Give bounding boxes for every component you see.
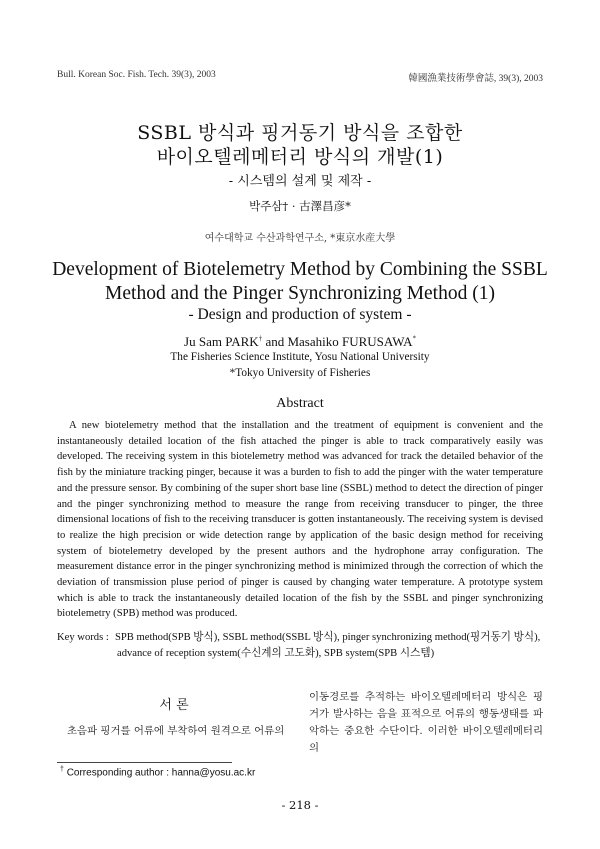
author-furusawa-mark: * [412,334,416,343]
english-title-line1: Development of Biotelemetry Method by Combining the SSBL [52,259,548,280]
section-heading: 서 론 [159,698,189,713]
korean-affiliation: 여수대학교 수산과학연구소, *東京水産大學 [204,233,396,244]
keywords-text: SPB method(SPB 방식), SSBL method(SSBL 방식), pinger synchronizing method(핑거동기 방식), advance of reception system(수신계의 고도화), SPB system(SPB 시스템) [115,632,541,659]
journal-header-right: 韓國漁業技術學會誌, 39(3), 2003 [408,74,543,84]
author-park: Ju Sam PARK [184,334,259,349]
keywords-label: Key words : [57,632,109,643]
author-park-mark: † [258,334,263,343]
korean-title-line2: 바이오텔레메터리 방식의 개발(1) [156,146,444,168]
abstract-body: A new biotelemetry method that the installation and the treatment of equipment is convenient and the instantaneously detailed location of the fish attached the pinger is able to track comparatively easily was developed. The receiving system in this biotelemetry method was advanced for track the detailed behavior of the fish by the miniature tracking pinger, because it was a burden to fish to add the pinger with the water temperature and the pressure sensor. By combining of the super short base line (SSBL) method to detect the direction of pinger and the pinger synchronizing method to measure the range from receiving transducer to pinger, the three dimensional locations of fish to the receiving transducer is gotten instantaneously. The receiving system is devised to realize the high precision or wide detection range by application of the basic design method for receiving system of biotelemetry developed by the present authors and the hydrophone array configuration. The measurement distance error in the pinger synchronizing method is minimized through the correction of which the deviation of transmission pluse period of pinger is caused by changing water temperature. A prototype system which is able to track the instantaneously detailed location of the fish by the SSBL and pinger synchronizing biotelemetry (SPB) method was produced. [57,420,543,620]
keywords [57,630,543,661]
footnote-rule [57,762,232,763]
footnote-text: Corresponding author : hanna@yosu.ac.kr [66,767,256,779]
korean-title-line1: SSBL 방식과 핑거동기 방식을 조합한 [137,122,463,144]
abstract-heading: Abstract [276,396,324,411]
footnote [60,766,255,778]
english-authors [0,334,600,350]
authors-and: and [262,334,288,349]
intro-right-text: 이동경로를 추적하는 바이오텔레메터리 방식은 핑거가 발사하는 음을 표적으로 어류의 행동생태를 파악하는 중요한 수단이다. 이러한 바이오텔레메터리의 [309,691,543,754]
journal-header-left: Bull. Korean Soc. Fish. Tech. 39(3), 2003 [57,70,216,80]
english-subtitle: - Design and production of system - [188,306,412,323]
korean-subtitle: - 시스템의 설계 및 제작 - [228,174,372,189]
english-affiliation-line1: The Fisheries Science Institute, Yosu National University [170,351,430,363]
english-title-line2: Method and the Pinger Synchronizing Method (1) [105,283,495,304]
english-affiliation-line2: *Tokyo University of Fisheries [229,367,371,379]
author-furusawa: Masahiko FURUSAWA [287,334,413,349]
page-number: - 218 - [281,798,319,812]
korean-authors: 박주삼† · 古澤昌彦* [249,199,351,213]
footnote-mark: † [60,766,64,773]
intro-left-text: 초음파 핑거를 어류에 부착하여 원격으로 어류의 [67,725,285,737]
